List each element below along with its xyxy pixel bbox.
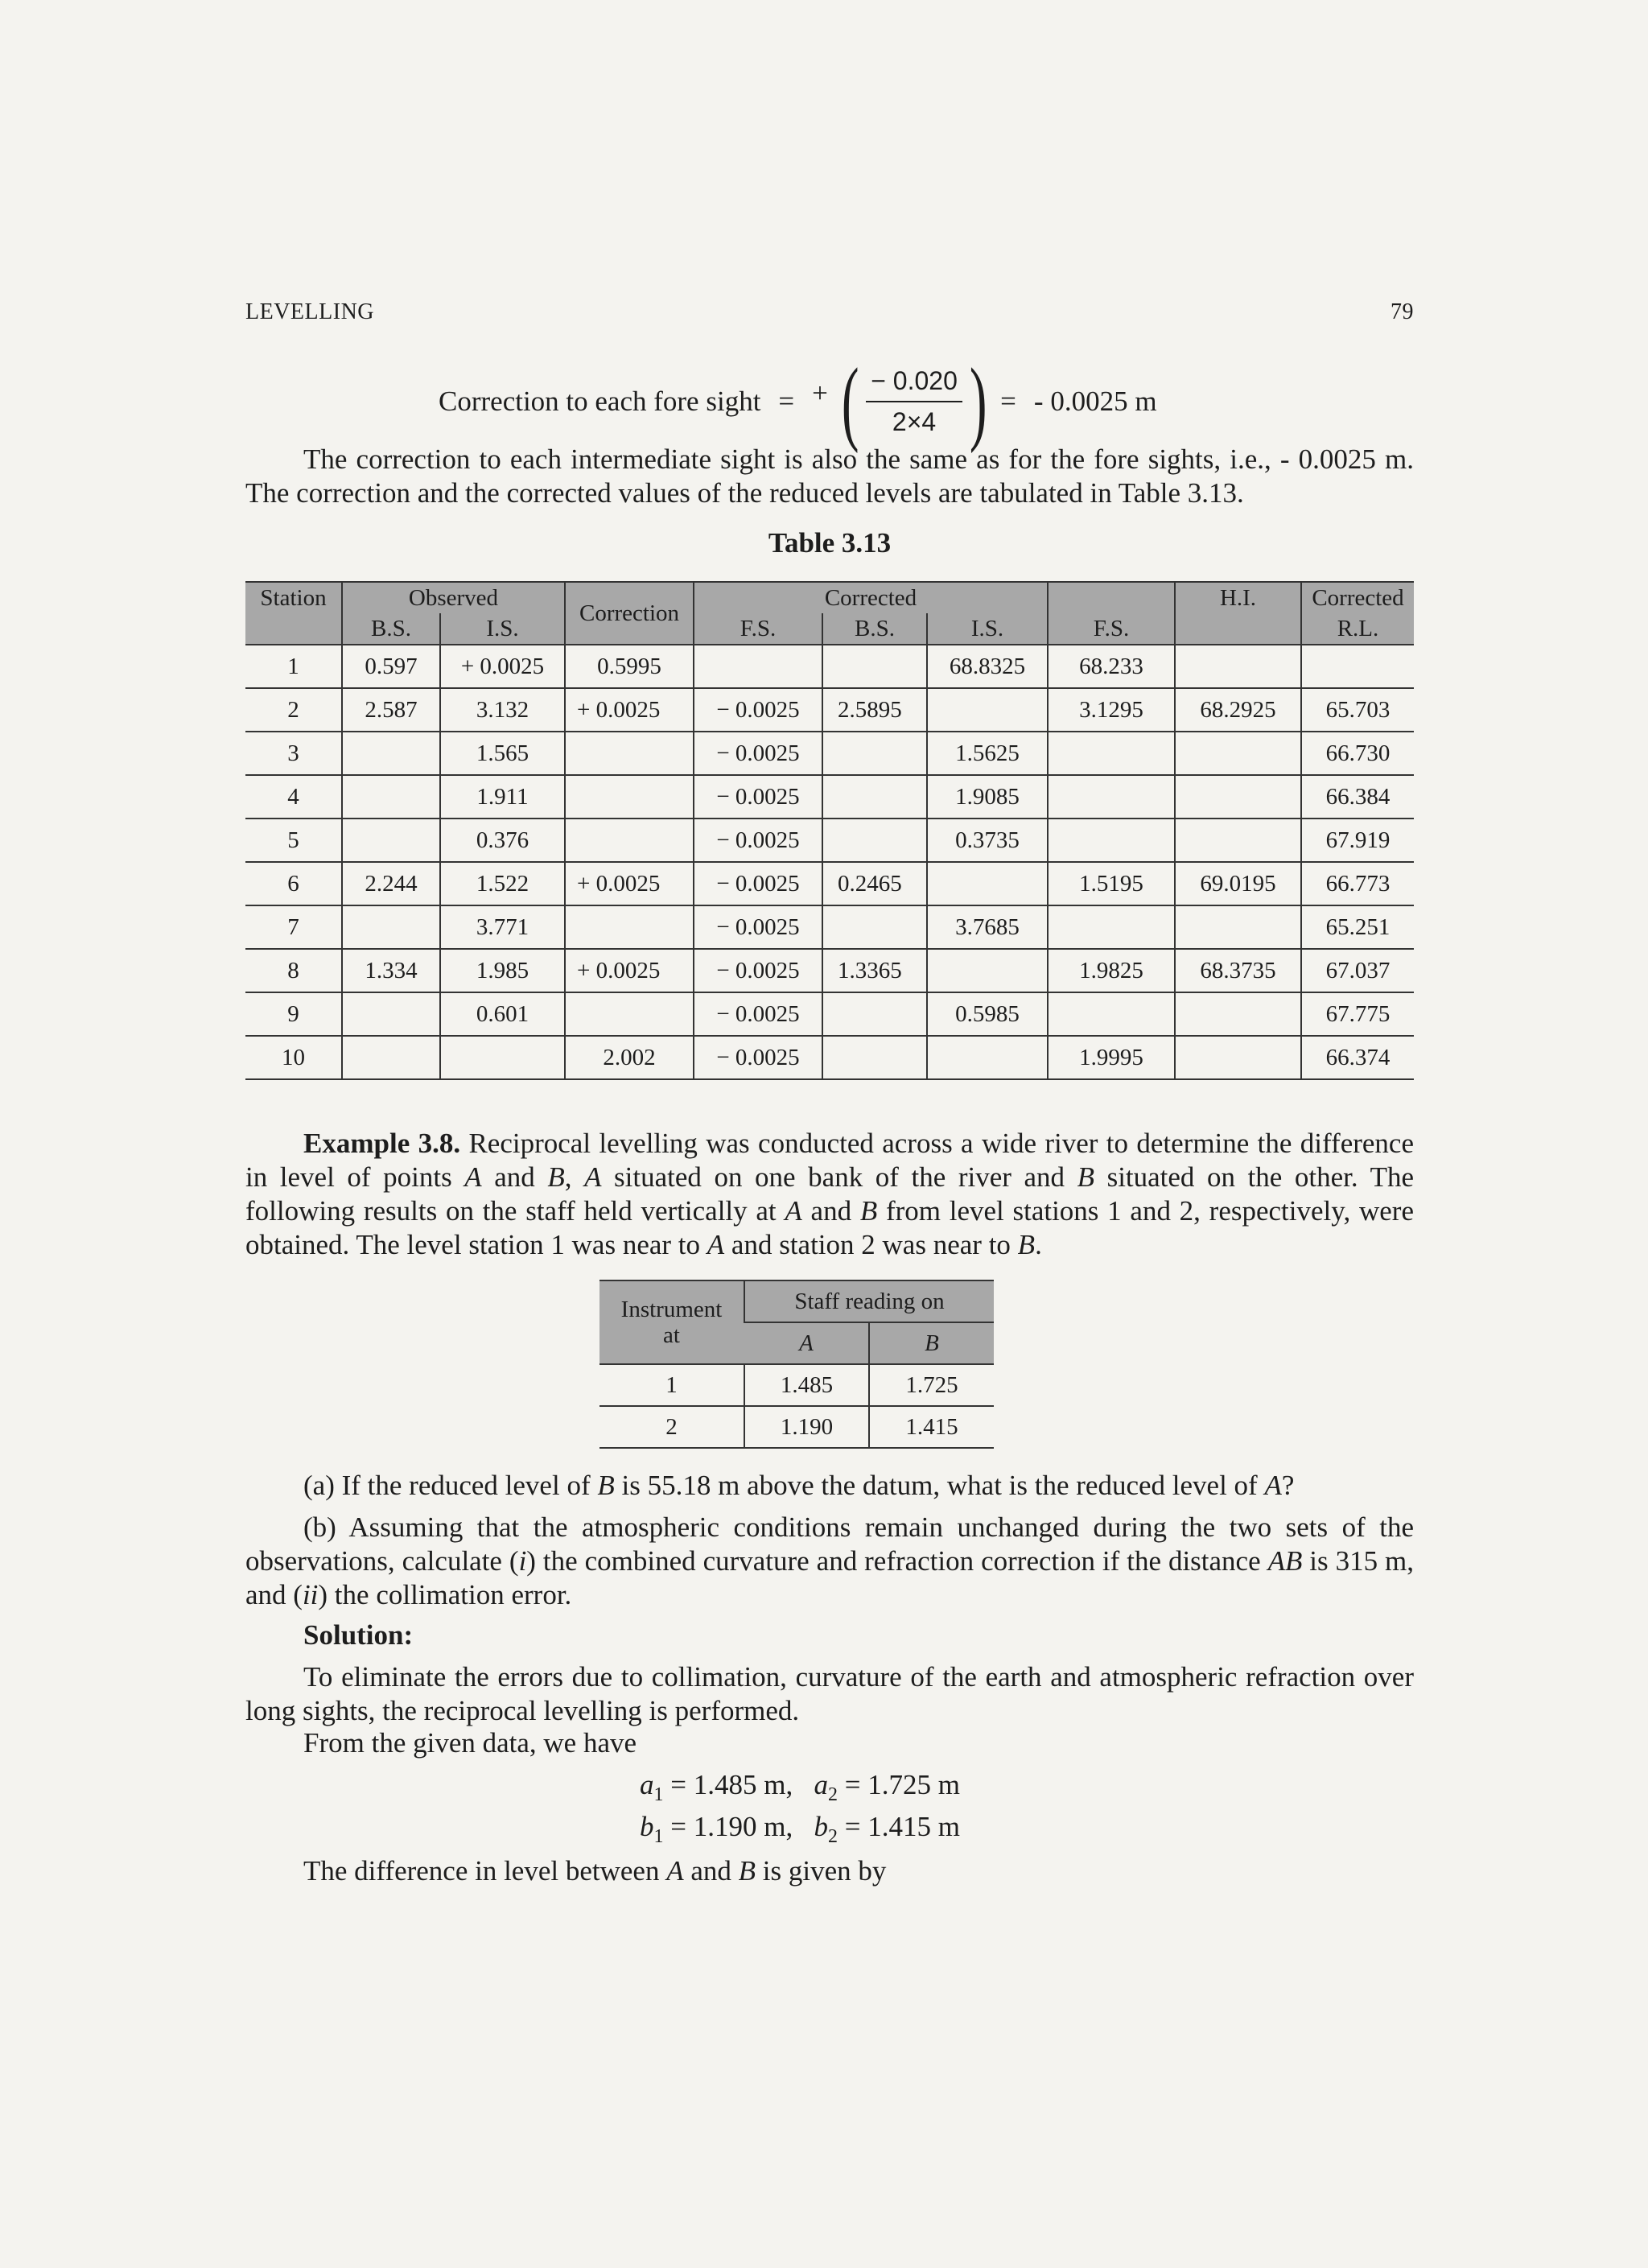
table-cell bbox=[822, 645, 927, 688]
table-cell: 2 bbox=[245, 688, 342, 732]
table-cell: 3 bbox=[245, 732, 342, 775]
correction-formula bbox=[439, 348, 1157, 454]
table-cell: 8 bbox=[245, 949, 342, 992]
table-cell: 2.002 bbox=[565, 1036, 694, 1079]
table-cell bbox=[1175, 645, 1301, 688]
example-text: and station 2 was near to bbox=[724, 1229, 1018, 1260]
table-cell bbox=[1048, 732, 1175, 775]
table-cell bbox=[927, 688, 1048, 732]
fraction-numerator: − 0.020 bbox=[866, 366, 962, 402]
table-cell: 68.3735 bbox=[1175, 949, 1301, 992]
table-cell bbox=[342, 992, 440, 1036]
table-cell: 68.233 bbox=[1048, 645, 1175, 688]
point-b: B bbox=[1017, 1229, 1036, 1260]
table-cell: 7 bbox=[245, 905, 342, 949]
table-cell bbox=[1048, 775, 1175, 819]
section-title: LEVELLING bbox=[245, 299, 375, 324]
table-cell bbox=[1301, 645, 1414, 688]
question-a: (a) If the reduced level of B is 55.18 m above the datum, what is the reduced level of A? bbox=[303, 1470, 1295, 1501]
table-cell bbox=[1048, 819, 1175, 862]
table-cell bbox=[1048, 905, 1175, 949]
fraction-group: ( $\frac{- 0.020}{2\times 4}$ ) bbox=[841, 348, 987, 454]
table-cell: 3.7685 bbox=[927, 905, 1048, 949]
header-corrected: Corrected bbox=[694, 582, 1048, 613]
table-cell: 3.132 bbox=[440, 688, 565, 732]
table-row bbox=[245, 688, 1414, 732]
example-text: . bbox=[1035, 1229, 1042, 1260]
table-cell bbox=[927, 949, 1048, 992]
table-row bbox=[245, 1036, 1414, 1079]
table-cell: − 0.0025 bbox=[694, 992, 822, 1036]
table-cell: 1.725 bbox=[869, 1364, 994, 1406]
header-observed: Observed bbox=[342, 582, 565, 613]
table-cell: − 0.0025 bbox=[694, 732, 822, 775]
table-cell bbox=[1175, 819, 1301, 862]
table-cell bbox=[565, 819, 694, 862]
table-cell: 1.9085 bbox=[927, 775, 1048, 819]
table-cell: 1.911 bbox=[440, 775, 565, 819]
table-cell: 69.0195 bbox=[1175, 862, 1301, 905]
table-cell bbox=[342, 732, 440, 775]
point-a: A bbox=[464, 1161, 482, 1193]
header-station: Station bbox=[245, 582, 342, 613]
table-cell bbox=[1175, 732, 1301, 775]
table-cell: 2.244 bbox=[342, 862, 440, 905]
table-cell: 3.771 bbox=[440, 905, 565, 949]
table-cell: 6 bbox=[245, 862, 342, 905]
table-cell bbox=[1175, 1036, 1301, 1079]
table-cell: 2 bbox=[599, 1406, 744, 1448]
solution-paragraph-1: To eliminate the errors due to collimation, curvature of the earth and atmospheric refraction over long sights, the reciprocal levelling is performed. bbox=[245, 1661, 1414, 1726]
table-cell: 65.251 bbox=[1301, 905, 1414, 949]
table-cell: 0.597 bbox=[342, 645, 440, 688]
solution-heading: Solution: bbox=[303, 1619, 414, 1651]
table-cell bbox=[565, 775, 694, 819]
table-cell: 10 bbox=[245, 1036, 342, 1079]
intro-paragraph: The correction to each intermediate sight is also the same as for the fore sights, i.e., - 0.0025 m. The correction and the corrected values of the reduced levels are tabulated in Table 3.13. bbox=[245, 443, 1414, 509]
table-cell: 66.730 bbox=[1301, 732, 1414, 775]
table-row bbox=[245, 949, 1414, 992]
table-cell bbox=[694, 645, 822, 688]
table-cell: 1.190 bbox=[744, 1406, 869, 1448]
header-corrected-rl-bottom: R.L. bbox=[1301, 613, 1414, 645]
table-cell: + 0.0025 bbox=[565, 862, 694, 905]
table-row bbox=[599, 1406, 994, 1448]
table-cell: 2.5895 bbox=[822, 688, 927, 732]
final-line: The difference in level between A and B is given by bbox=[303, 1855, 887, 1887]
table-cell: − 0.0025 bbox=[694, 819, 822, 862]
table-cell: 1.5625 bbox=[927, 732, 1048, 775]
table-cell bbox=[1048, 992, 1175, 1036]
point-b: B bbox=[859, 1195, 878, 1227]
table-cell: − 0.0025 bbox=[694, 688, 822, 732]
formula-equals: = bbox=[778, 386, 795, 417]
formula-equals-2: = bbox=[1000, 386, 1016, 417]
header-hi: H.I. bbox=[1175, 582, 1301, 613]
table-cell bbox=[1175, 905, 1301, 949]
solution-paragraph-2: From the given data, we have bbox=[303, 1727, 637, 1759]
table-row bbox=[245, 992, 1414, 1036]
table-cell: 67.775 bbox=[1301, 992, 1414, 1036]
table-cell bbox=[927, 862, 1048, 905]
table-cell bbox=[822, 992, 927, 1036]
point-a: A bbox=[785, 1195, 802, 1227]
table-cell bbox=[927, 1036, 1048, 1079]
table-caption: Table 3.13 bbox=[768, 527, 892, 559]
table-cell bbox=[565, 905, 694, 949]
example-text: situated on the other. The following results on the staff held vertically at bbox=[245, 1161, 1415, 1227]
table-cell: 1.5195 bbox=[1048, 862, 1175, 905]
table-cell: 67.037 bbox=[1301, 949, 1414, 992]
table-cell: 1.3365 bbox=[822, 949, 927, 992]
table-cell: + 0.0025 bbox=[440, 645, 565, 688]
table-cell: 66.384 bbox=[1301, 775, 1414, 819]
table-cell bbox=[565, 992, 694, 1036]
staff-reading-table bbox=[599, 1280, 994, 1449]
header-col-b: B bbox=[869, 1322, 994, 1364]
table-3-13 bbox=[245, 581, 1414, 1080]
table-row bbox=[245, 775, 1414, 819]
example-text: situated on one bank of the river and bbox=[601, 1161, 1077, 1193]
table-cell: 0.5985 bbox=[927, 992, 1048, 1036]
header-col-a: A bbox=[744, 1322, 869, 1364]
page-number: 79 bbox=[1390, 299, 1414, 324]
table-cell bbox=[342, 775, 440, 819]
point-b: B bbox=[547, 1161, 565, 1193]
header-hi-sub bbox=[1175, 613, 1301, 645]
header-corrected-rl-top: Corrected bbox=[1301, 582, 1414, 613]
table-row bbox=[245, 905, 1414, 949]
table-cell: 1.9995 bbox=[1048, 1036, 1175, 1079]
fraction-denominator: 2×4 bbox=[892, 407, 937, 436]
table-cell: 1.334 bbox=[342, 949, 440, 992]
point-a: A bbox=[584, 1161, 602, 1193]
formula-result: - 0.0025 m bbox=[1033, 386, 1157, 417]
table-cell bbox=[822, 819, 927, 862]
header-station-sub bbox=[245, 613, 342, 645]
header-bs-2: B.S. bbox=[822, 613, 927, 645]
formula-sign: + bbox=[812, 377, 828, 409]
table-row bbox=[245, 732, 1414, 775]
table-cell: 0.5995 bbox=[565, 645, 694, 688]
table-cell: + 0.0025 bbox=[565, 949, 694, 992]
header-bs: B.S. bbox=[342, 613, 440, 645]
table-cell: 0.3735 bbox=[927, 819, 1048, 862]
example-text: Reciprocal levelling was conducted across a wide river to determine the difference in level of points bbox=[245, 1128, 1414, 1193]
header-is-2: I.S. bbox=[927, 613, 1048, 645]
formula-label: Correction to each fore sight bbox=[439, 386, 761, 417]
header-is: I.S. bbox=[440, 613, 565, 645]
table-cell: 0.2465 bbox=[822, 862, 927, 905]
table-cell bbox=[822, 1036, 927, 1079]
header-fs: F.S. bbox=[694, 613, 822, 645]
table-cell: 9 bbox=[245, 992, 342, 1036]
table-row bbox=[245, 862, 1414, 905]
table-cell bbox=[822, 775, 927, 819]
header-instrument: Instrument at bbox=[599, 1280, 744, 1364]
table-cell: + 0.0025 bbox=[565, 688, 694, 732]
table-cell: − 0.0025 bbox=[694, 775, 822, 819]
point-b: B bbox=[1077, 1161, 1094, 1193]
point-a: A bbox=[707, 1229, 725, 1260]
table-cell bbox=[822, 732, 927, 775]
example-text: from level stations 1 and 2, respectively, were obtained. The level station 1 was near to bbox=[245, 1195, 1414, 1260]
table-cell bbox=[1175, 992, 1301, 1036]
example-text: and bbox=[481, 1161, 548, 1193]
example-label: Example 3.8. bbox=[303, 1128, 461, 1159]
table-cell: 1.565 bbox=[440, 732, 565, 775]
table-cell: − 0.0025 bbox=[694, 862, 822, 905]
table-cell: 66.773 bbox=[1301, 862, 1414, 905]
header-staff-reading: Staff reading on bbox=[744, 1280, 994, 1322]
header-correction: Correction bbox=[565, 582, 694, 645]
table-cell: 67.919 bbox=[1301, 819, 1414, 862]
table-cell: 2.587 bbox=[342, 688, 440, 732]
table-cell: 1.485 bbox=[744, 1364, 869, 1406]
example-text: and bbox=[801, 1195, 860, 1227]
table-cell: − 0.0025 bbox=[694, 1036, 822, 1079]
table-cell: 1 bbox=[245, 645, 342, 688]
question-b: (b) Assuming that the atmospheric conditions remain unchanged during the two sets of the observations, calculate (i) the combined curvature and refraction correction if the distance AB is 315 m, and (ii) the collimation error. bbox=[245, 1511, 1414, 1610]
table-cell: 68.8325 bbox=[927, 645, 1048, 688]
table-cell: 1.9825 bbox=[1048, 949, 1175, 992]
table-cell bbox=[342, 905, 440, 949]
table-cell: 1.985 bbox=[440, 949, 565, 992]
table-cell bbox=[440, 1036, 565, 1079]
table-cell: 66.374 bbox=[1301, 1036, 1414, 1079]
table-cell: 0.376 bbox=[440, 819, 565, 862]
example-text: , bbox=[564, 1161, 585, 1193]
running-head bbox=[245, 299, 1414, 325]
table-row bbox=[245, 819, 1414, 862]
table-cell: 65.703 bbox=[1301, 688, 1414, 732]
table-cell: 0.601 bbox=[440, 992, 565, 1036]
table-cell bbox=[342, 819, 440, 862]
table-cell bbox=[1175, 775, 1301, 819]
fraction bbox=[866, 366, 962, 437]
table-cell: − 0.0025 bbox=[694, 949, 822, 992]
header-blank bbox=[1048, 582, 1175, 613]
table-row bbox=[245, 645, 1414, 688]
table-row bbox=[599, 1364, 994, 1406]
table-cell: 1.522 bbox=[440, 862, 565, 905]
header-fs-2: F.S. bbox=[1048, 613, 1175, 645]
example-paragraph bbox=[245, 1127, 1414, 1262]
table-cell bbox=[822, 905, 927, 949]
table-cell: 68.2925 bbox=[1175, 688, 1301, 732]
table-cell bbox=[565, 732, 694, 775]
table-cell: 5 bbox=[245, 819, 342, 862]
table-cell: 1.415 bbox=[869, 1406, 994, 1448]
table-cell: 4 bbox=[245, 775, 342, 819]
table-cell: 3.1295 bbox=[1048, 688, 1175, 732]
table-cell: − 0.0025 bbox=[694, 905, 822, 949]
table-cell bbox=[342, 1036, 440, 1079]
table-cell: 1 bbox=[599, 1364, 744, 1406]
